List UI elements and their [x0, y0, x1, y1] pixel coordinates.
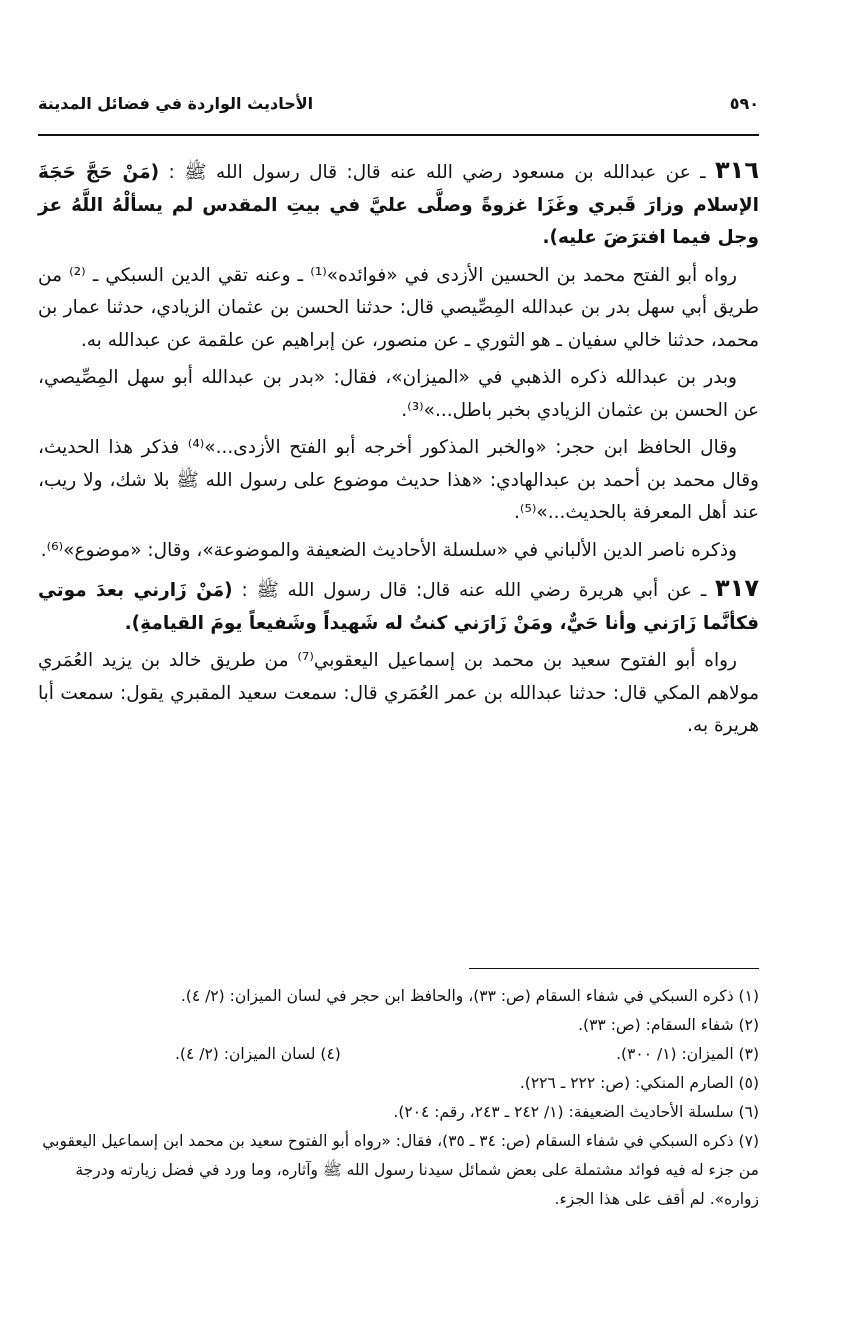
footnote: (١) ذكره السبكي في شفاء السقام (ص: ٣٣)، والحافظ ابن حجر في لسان الميزان: (٢/ ٤). [180, 987, 759, 1005]
hadith-intro: ـ عن أبي هريرة رضي الله عنه قال: قال رسول الله ﷺ : [241, 580, 707, 601]
page-header [38, 88, 759, 118]
footnote: (٧) ذكره السبكي في شفاء السقام (ص: ٣٤ ـ ٣٥)، فقال: «رواه أبو الفتوح سعيد بن محمد ابن إسماعيل اليعقوبي من جزء له فيه فوائد مشتملة على بعض شمائل سيدنا رسول الله ﷺ وآثاره، وما ورد في فضل زيارته ودرجة زواره». لم أقف على هذا الجزء. [42, 1132, 759, 1208]
paragraph: رواه أبو الفتح محمد بن الحسين الأزدى في «فوائده»⁽¹⁾ ـ وعنه تقي الدين السبكي ـ ⁽²⁾ من طريق أبي سهل بدر بن عبدالله المِصِّيصي قال: حدثنا الحسن بن عثمان الزيادي، حدثنا عمار بن محمد، حدثنا خالي سفيان ـ هو الثوري ـ عن منصور، عن إبراهيم عن علقمة عن عبدالله به. [38, 264, 759, 351]
hadith-number: ٣١٦ [715, 156, 759, 184]
hadith-text: (مَنْ حَجَّ حَجَةَ الإسلام وزارَ قَبري وغَزَا غزوةً وصلَّى عليَّ في بيتِ المقدس لم يسألْهُ اللَّهُ عز وجل فيما افترَضَ عليه). [38, 162, 759, 248]
page-number: ٥٩٠ [729, 93, 759, 113]
footnotes [38, 982, 759, 1214]
paragraph: وبدر بن عبدالله ذكره الذهبي في «الميزان»، فقال: «بدر بن عبدالله أبو سهل المِصِّيصي، عن الحسن بن عثمان الزيادي بخبر باطل...»⁽³⁾. [38, 367, 759, 421]
main-text [38, 150, 759, 748]
header-divider [38, 134, 759, 136]
paragraph: رواه أبو الفتوح سعيد بن محمد بن إسماعيل اليعقوبي⁽⁷⁾ من طريق خالد بن يزيد العُمَري مولاهم المكي قال: حدثنا عبدالله بن عمر العُمَري قال: سمعت سعيد المقبري يقول: سمعت أبا هريرة به. [38, 650, 759, 736]
footnote: (٦) سلسلة الأحاديث الضعيفة: (١/ ٢٤٢ ـ ٢٤٣، رقم: ٢٠٤). [393, 1103, 759, 1121]
footnote: (٤) لسان الميزان: (٢/ ٤). [174, 1045, 341, 1063]
footnote: (٢) شفاء السقام: (ص: ٣٣). [578, 1016, 759, 1034]
paragraph: وذكره ناصر الدين الألباني في «سلسلة الأحاديث الضعيفة والموضوعة»، وقال: «موضوع»⁽⁶⁾. [40, 539, 737, 561]
hadith-317 [38, 572, 759, 640]
hadith-316 [38, 154, 759, 255]
running-title: الأحاديث الواردة في فضائل المدينة [38, 93, 314, 113]
hadith-number: ٣١٧ [715, 574, 759, 602]
footnote: (٥) الصارم المنكي: (ص: ٢٢٢ ـ ٢٢٦). [519, 1074, 759, 1092]
hadith-intro: ـ عن عبدالله بن مسعود رضي الله عنه قال: قال رسول الله ﷺ : [168, 162, 706, 183]
footnote: (٣) الميزان: (١/ ٣٠٠). [616, 1045, 759, 1063]
paragraph: وقال الحافظ ابن حجر: «والخبر المذكور أخرجه أبو الفتح الأزدى...»⁽⁴⁾ فذكر هذا الحديث، وقال محمد بن أحمد بن عبدالهادي: «هذا حديث موضوع على رسول الله ﷺ بلا شك، ولا ريب، عند أهل المعرفة بالحديث...»⁽⁵⁾. [38, 437, 759, 523]
footnote-row [38, 1040, 759, 1069]
hadith-text: (مَنْ زَارني بعدَ موتي فكأنَّما زَارَني وأنا حَيٌّ، ومَنْ زَارَني كنتُ له شَهيداً وشَفيعاً يومَ القيامةِ). [38, 580, 759, 634]
footnote-divider [469, 968, 759, 969]
